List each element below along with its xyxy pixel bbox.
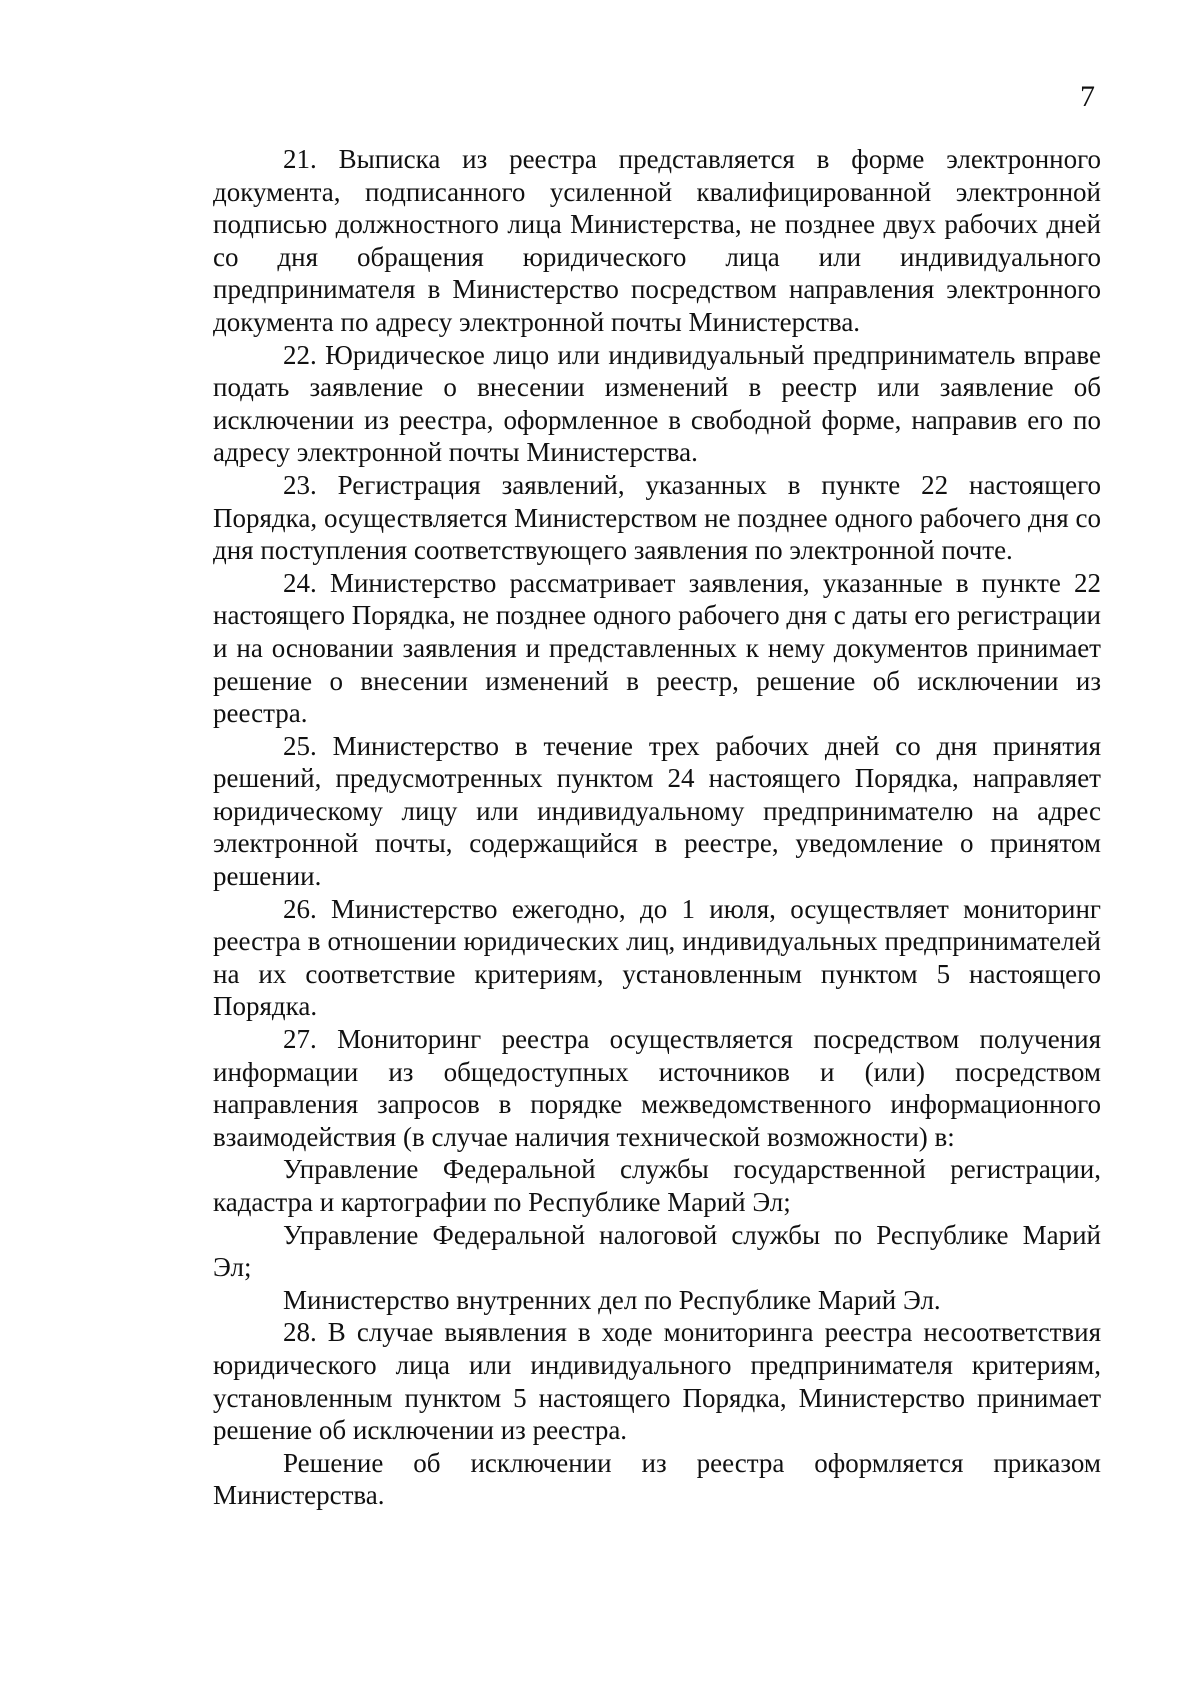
paragraph-25: 25. Министерство в течение трех рабочих дней со дня принятия решений, предусмотренных пунктом 24 настоящего Порядка, направляет юридическому лицу или индивидуальному предпринимателю на адрес электронной почты, содержащийся в реестре, уведомление о принятом решении. (213, 730, 1101, 892)
list-item-rosreestr: Управление Федеральной службы государственной регистрации, кадастра и картографии по Республике Марий Эл; (213, 1154, 1101, 1217)
paragraph-23: 23. Регистрация заявлений, указанных в пункте 22 настоящего Порядка, осуществляется Министерством не позднее одного рабочего дня со дня поступления соответствующего заявления по электронной почте. (213, 469, 1101, 566)
paragraph-24: 24. Министерство рассматривает заявления, указанные в пункте 22 настоящего Порядка, не позднее одного рабочего дня с даты его регистрации и на основании заявления и представленных к нему документов принимает решение о внесении изменений в реестр, решение об исключении из реестра. (213, 567, 1101, 729)
page-number: 7 (1080, 80, 1095, 113)
paragraph-21: 21. Выписка из реестра представляется в форме электронного документа, подписанного усиленной квалифицированной электронной подписью должностного лица Министерства, не позднее двух рабочих дней со дня обращения юридического лица или индивидуального предпринимателя в Министерство посредством направления электронного документа по адресу электронной почты Министерства. (213, 144, 1101, 337)
document-body (213, 143, 1101, 1512)
paragraph-26: 26. Министерство ежегодно, до 1 июля, осуществляет мониторинг реестра в отношении юридических лиц, индивидуальных предпринимателей на их соответствие критериям, установленным пунктом 5 настоящего Порядка. (213, 893, 1101, 1022)
paragraph-decision: Решение об исключении из реестра оформляется приказом Министерства. (213, 1447, 1101, 1511)
list-item-interior-ministry: Министерство внутренних дел по Республике Марий Эл. (283, 1284, 941, 1315)
paragraph-22: 22. Юридическое лицо или индивидуальный предприниматель вправе подать заявление о внесении изменений в реестр или заявление об исключении из реестра, оформленное в свободной форме, направив его по адресу электронной почты Министерства. (213, 339, 1101, 468)
paragraph-27: 27. Мониторинг реестра осуществляется посредством получения информации из общедоступных источников и (или) посредством направления запросов в порядке межведомственного информационного взаимодействия (в случае наличия технической возможности) в: (213, 1024, 1101, 1152)
list-item-tax-service: Управление Федеральной налоговой службы по Республике Марий Эл; (213, 1219, 1101, 1283)
paragraph-28: 28. В случае выявления в ходе мониторинга реестра несоответствия юридического лица или индивидуального предпринимателя критериям, установленным пунктом 5 настоящего Порядка, Министерство принимает решение об исключении из реестра. (213, 1317, 1101, 1446)
